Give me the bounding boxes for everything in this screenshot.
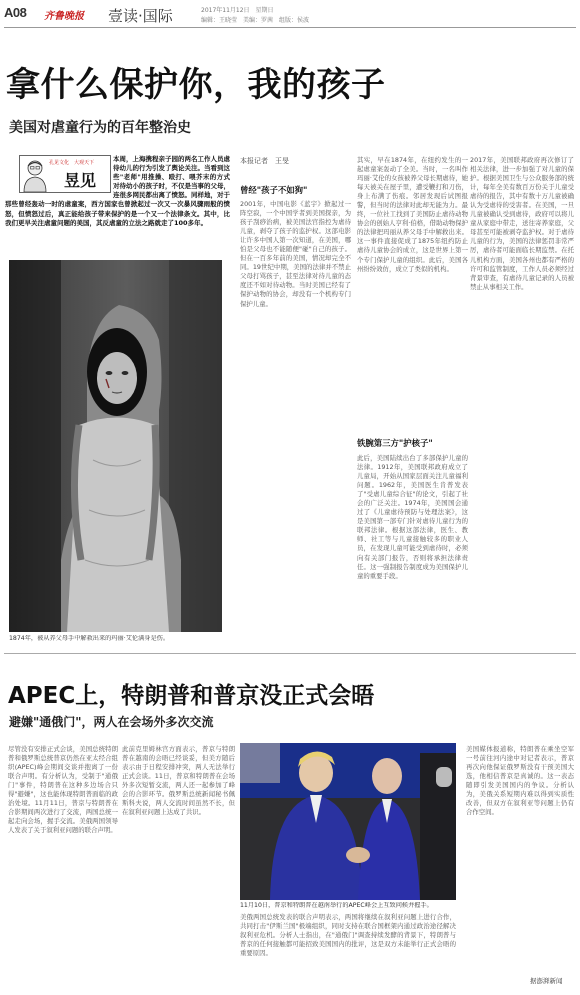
article2-body-col1: 尽管没有安排正式会谈，美国总统特朗普和俄罗斯总统普京仍然在亚太经合组织(APEC)峰会期间交谈并抱离了一份联合声明。有分析认为，受制于"通俄门"事件，特朗普在这种多边场合只得"避嫌"，这也能体现特朗普面临的政治处境。11月11日，普京与特朗普在合影期间两次进行了交流，两国总统一起走向会场，握手交流。美俄两国领导人发表了关于叙利亚问题的联合声明。: [8, 745, 118, 835]
headline: 拿什么保护你，我的孩子: [6, 65, 386, 105]
subhead-1: 曾经"孩子不如狗": [240, 185, 308, 195]
article2-body-col3: 美俄两国总统发表的联合声明表示，两国将继续在叙利亚问题上进行合作，共同打击"伊斯兰国"极端组织，同时支持在联合国框架内通过政治途径解决叙利亚危机。分析人士指出，在"通俄门"调查持续发酵的背景下，特朗普与普京的任何接触都可能招致美国国内的批评，这是双方未能举行正式会晤的重要原因。: [240, 913, 456, 958]
news-source: 据澎湃新闻: [530, 977, 563, 985]
lead-text: 本周，上海携程亲子园的两名工作人员虐待幼儿的行为引发了舆论关注。当看到这些"老师"用推操、殴打、喂芥末的方式对待幼小的孩子时，不仅是当事的父母，连很多网民都出离了愤怒。同样地，对于那些曾经轰动一时的虐童案，西方国家也曾掀起过一次又一次暴风骤雨般的愤怒，但愤怒过后，真正能给孩子带来保护的是一个又一个法律条文。其中，比我们更早关注虐童问题的美国，其反虐童的立法之路就走了100多年。: [5, 155, 230, 227]
masthead-rule: [4, 27, 576, 28]
lead-paragraph: [5, 155, 230, 248]
article-body-col2: 其实，早在1874年，在纽约发生的一起虐童案轰动了全美。当时，一名叫作玛丽·艾伦的女孩被养父母长期虐待，她每天被关在屋子里，遭受鞭打和刀伤，身上布满了伤痕。邻居发现后试图报警，但当时的法律对此却无能为力。最终，一位社工找到了美国防止虐待动物协会的创始人亨利·伯格，借助动物保护的法律把玛丽从养父母手中解救出来。这一事件直接促成了1875年纽约防止虐待儿童协会的成立，这是世界上第一个专门保护儿童的组织。此后，美国各州纷纷效仿，成立了类似的机构。: [357, 156, 468, 273]
article2-body-col2: 此前克里姆林宫方面表示，普京与特朗普在越南的会晤已经谈妥，但美方随后表示由于日程安排冲突，两人无法举行正式会谈。11日，普京和特朗普在会场外多次短暂交流，两人还一起参加了峰会的合影环节。俄罗斯总统新闻秘书佩斯科夫说，两人交流时间虽然不长，但在叙利亚问题上达成了共识。: [122, 745, 235, 817]
section-name: 壹读·国际: [108, 7, 173, 25]
article2-body-col4: 美国媒体报道称，特朗普在乘坐空军一号前往河内途中对记者表示，普京再次向他保证俄罗斯没有干预美国大选，他相信普京是真诚的。这一表态随即引发美国国内的争议。分析认为，美俄关系短期内难以得到实质性改善，但双方在叙利亚等问题上仍有合作空间。: [466, 745, 574, 817]
headline-2: APEC上，特朗普和普京没正式会晤: [8, 683, 375, 709]
subheadline: 美国对虐童行为的百年整治史: [9, 120, 191, 136]
subheadline-2: 避嫌"通俄门"，两人在会场外多次交流: [9, 715, 214, 729]
subhead-2: 铁腕第三方"护核子": [357, 438, 433, 448]
page-number: A08: [4, 5, 27, 20]
column-tag: 孔见文化 大观天下: [49, 160, 95, 166]
editor-credits: 编辑：王晓莹 美编：罗茜 组版：侯波: [201, 17, 310, 24]
photo-caption: 1874年，被从养父母手中解救出来的玛丽·艾伦满身是伤。: [9, 635, 170, 642]
column-name: 昱见: [64, 171, 97, 190]
article-body-col1: 2001年，中国电影《蓝宇》掀起过一阵空寂，一个中国学者到美国探亲，为孩子刮痧治病，被美国法官指控为虐待儿童，剥夺了孩子的监护权。这部电影让许多中国人第一次知道，在美国，哪怕是父母也不能随便"碰"自己的孩子。但在一百多年前的美国，情况却完全不同。19世纪中期，美国的法律并不禁止父母打骂孩子，甚至法律对待儿童的态度还不如对待动物。当时美国已经有了保护动物的协会，却没有一个机构专门保护儿童。: [240, 200, 351, 308]
section-divider: [4, 653, 576, 654]
historical-photo: [9, 260, 222, 632]
paper-logo: 齐鲁晚报: [44, 11, 84, 22]
photo-caption-2: 11月10日，普京和特朗普在越南举行的APEC峰会上互致问候并握手。: [240, 902, 433, 909]
handshake-photo: [240, 743, 456, 900]
article-body-col3: 2017年，美国联邦政府再次修订了相关法律，进一步加强了对儿童的保护。根据美国卫生与公众服务部的统计，每年全美有数百万份关于儿童受虐待的报告，其中有数十万儿童被确认为受虐待的受害者。在美国，一旦儿童被确认受到虐待，政府可以将儿童从家庭中带走，送往寄养家庭，父母甚至可能被剥夺监护权。对于虐待儿童的行为，美国的法律惩罚非常严厉，虐待者可能面临长期监禁。在托儿机构方面，美国各州也都有严格的许可和监管制度，工作人员必须经过背景审查，有虐待儿童记录的人员被禁止从事相关工作。: [470, 156, 574, 291]
article-body-col2b: 此后，美国陆续出台了多部保护儿童的法律。1912年，美国联邦政府成立了儿童局，开始从国家层面关注儿童福利问题。1962年，美国医生肯普发表了"受虐儿童综合征"的论文，引起了社会的广泛关注。1974年，美国国会通过了《儿童虐待预防与处理法案》，这是美国第一部专门针对虐待儿童行为的联邦法律。根据这部法律，医生、教师、社工等与儿童接触较多的职业人员，在发现儿童可能受到虐待时，必须向有关部门报告，否则将承担法律责任。这一强制报告制度成为美国保护儿童的重要手段。: [357, 454, 468, 580]
byline: 本报记者 王旻: [240, 157, 289, 165]
issue-date: 2017年11月12日 星期日: [201, 7, 274, 14]
